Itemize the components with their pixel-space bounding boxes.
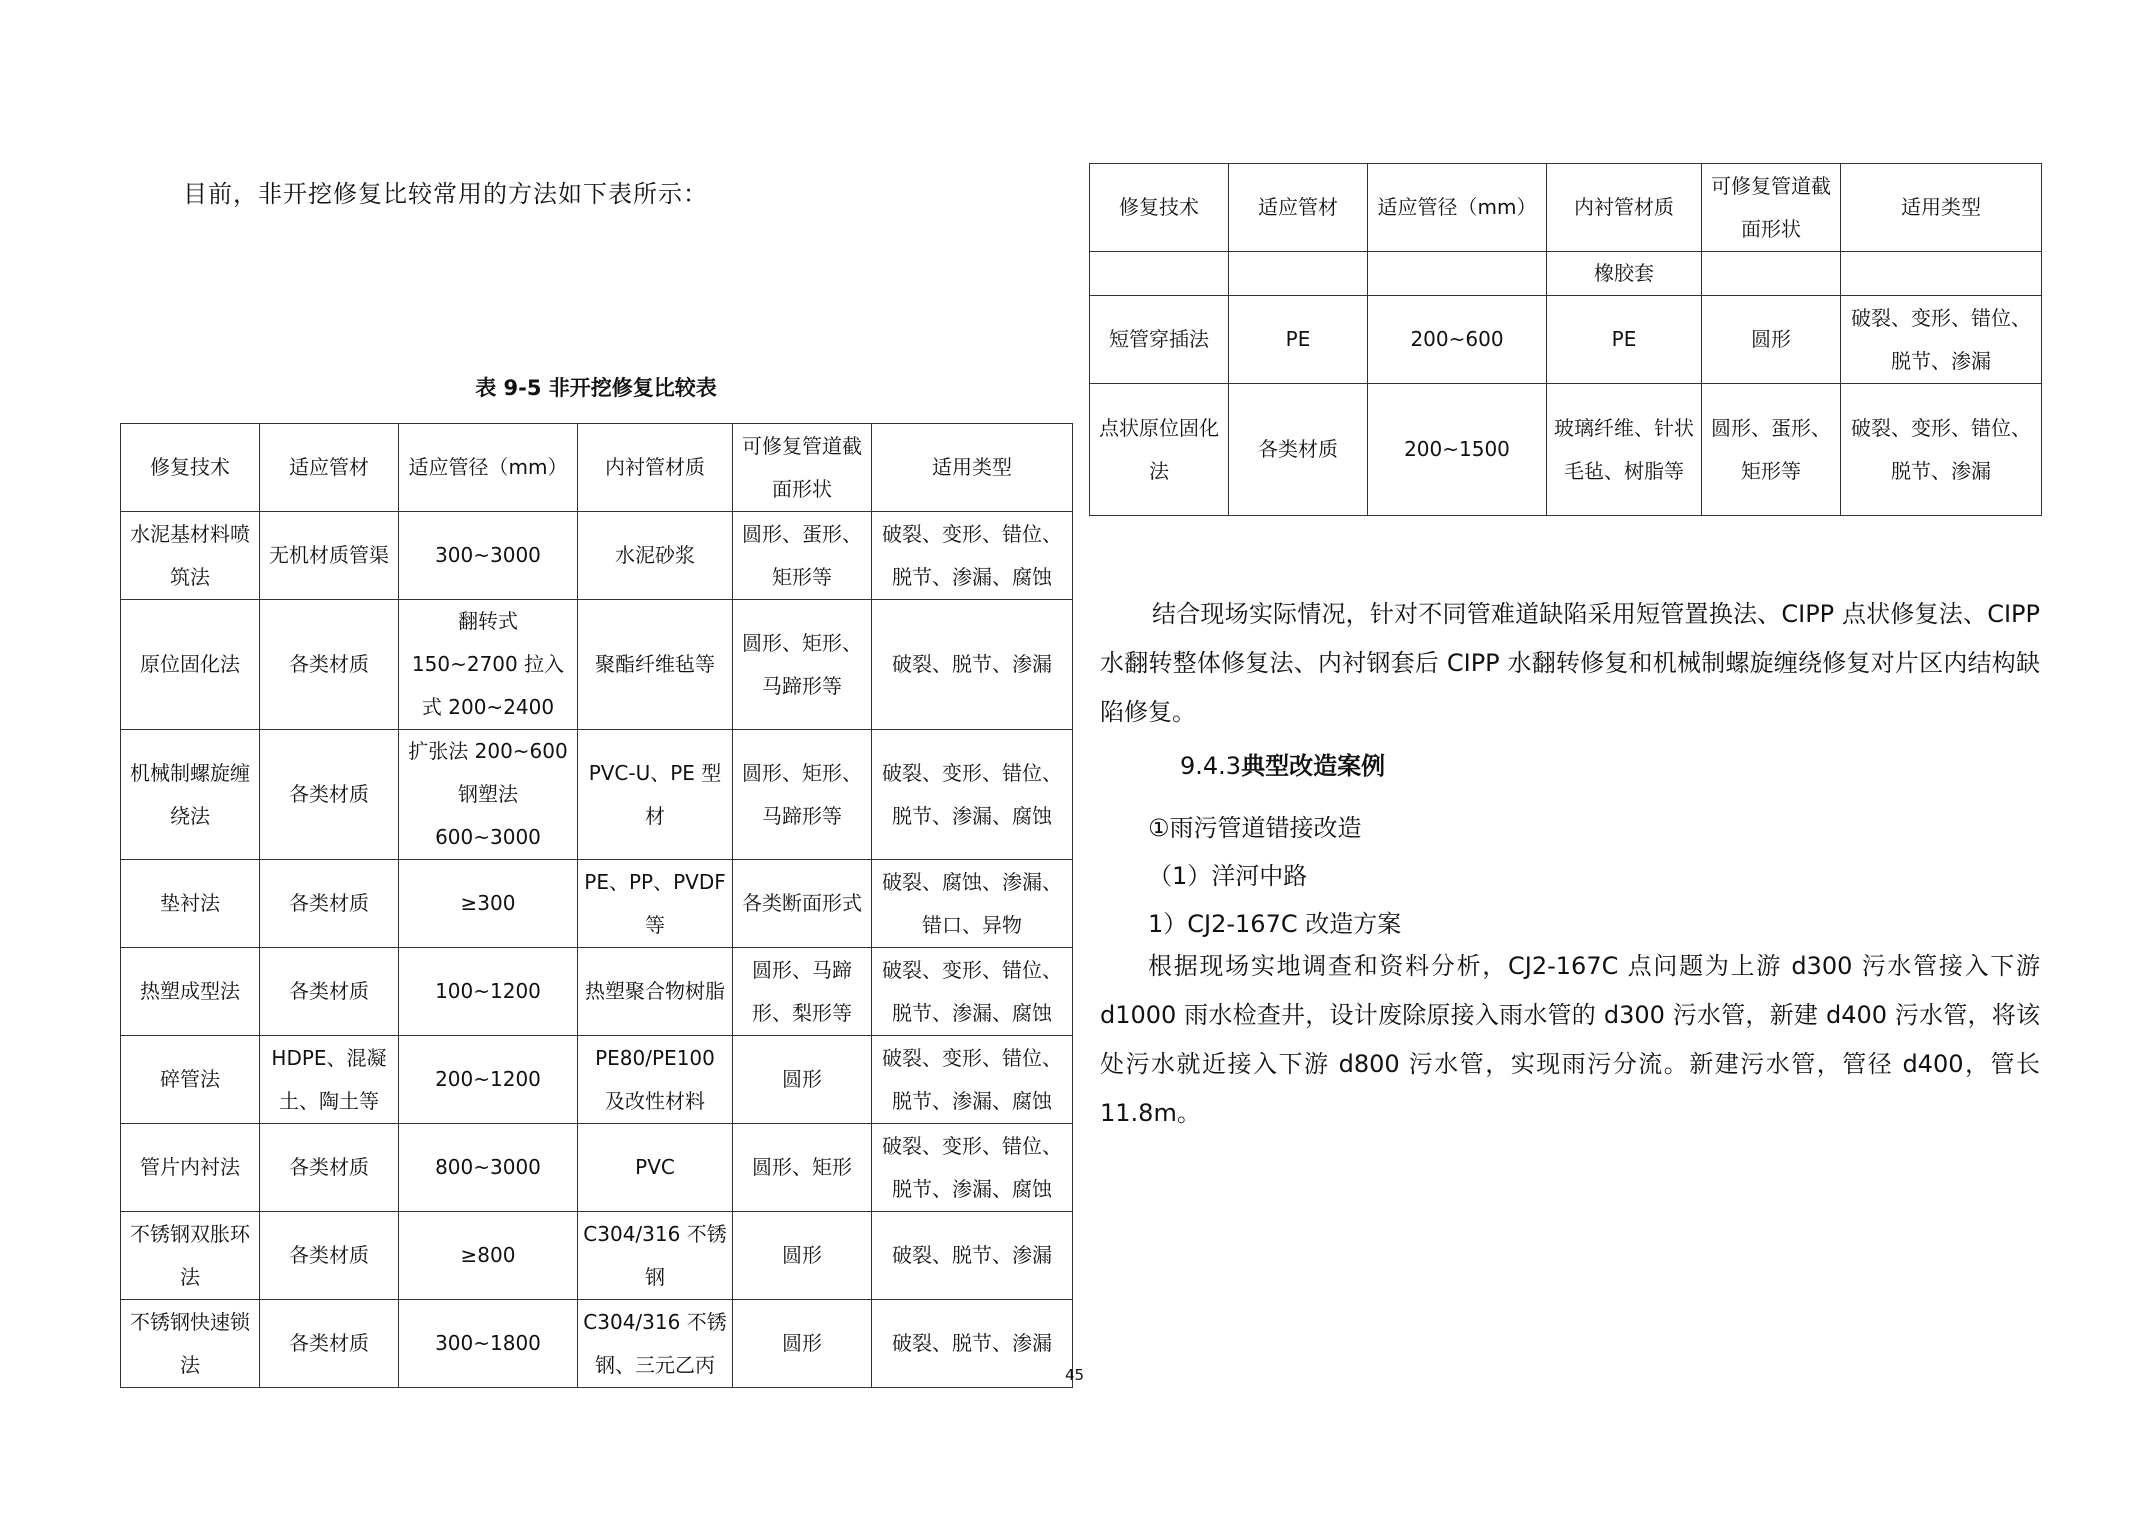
- paragraph-case-detail: 根据现场实地调查和资料分析，CJ2-167C 点问题为上游 d300 污水管接入下游 d1000 雨水检查井，设计废除原接入雨水管的 d300 污水管，新建 d400 污水管，将该处污水就近接入下游 d800 污水管，实现雨污分流。新建污水管，管径 d400，管长 11.8m。: [1100, 952, 2040, 1127]
- table-cell: 200~1500: [1368, 384, 1547, 516]
- intro-text: 目前，非开挖修复比较常用的方法如下表所示：: [183, 180, 708, 208]
- table-cell: [1702, 252, 1841, 296]
- table-cell: [1229, 252, 1368, 296]
- table-header-row: [1090, 164, 2042, 252]
- table-cell: 圆形、蛋形、矩形等: [1702, 384, 1841, 516]
- table-cell: 可修复管道截面形状: [1702, 164, 1841, 252]
- table-cell: 300~3000: [399, 512, 578, 600]
- section-number: 9.4.3: [1180, 752, 1242, 780]
- table-cell: 各类断面形式: [733, 860, 872, 948]
- table-cell: 各类材质: [260, 1124, 399, 1212]
- table-cell: 各类材质: [1229, 384, 1368, 516]
- table-cell: 翻转式 150~2700 拉入式 200~2400: [399, 600, 578, 730]
- table-cell: 破裂、变形、错位、脱节、渗漏、腐蚀: [872, 730, 1073, 860]
- table-cell: 圆形、矩形、马蹄形等: [733, 600, 872, 730]
- table-cell: C304/316 不锈钢: [578, 1212, 733, 1300]
- table-cell: 可修复管道截面形状: [733, 424, 872, 512]
- table-cell: 适应管材: [260, 424, 399, 512]
- table-cell: 适应管径（mm）: [399, 424, 578, 512]
- table-cell: 短管穿插法: [1090, 296, 1229, 384]
- table-cell: 各类材质: [260, 948, 399, 1036]
- table-cell: 破裂、变形、错位、脱节、渗漏: [1841, 384, 2042, 516]
- table-cell: 各类材质: [260, 1300, 399, 1388]
- table-cell: HDPE、混凝土、陶土等: [260, 1036, 399, 1124]
- table-cell: 圆形: [1702, 296, 1841, 384]
- table-cell: PVC-U、PE 型材: [578, 730, 733, 860]
- comparison-table-continued: [1089, 163, 2042, 516]
- table-row: [1090, 296, 2042, 384]
- table-cell: 800~3000: [399, 1124, 578, 1212]
- table-cell: PE80/PE100 及改性材料: [578, 1036, 733, 1124]
- table-cell: 不锈钢双胀环法: [121, 1212, 260, 1300]
- table-row: [121, 1036, 1073, 1124]
- table-cell: PVC: [578, 1124, 733, 1212]
- table-cell: 各类材质: [260, 860, 399, 948]
- table-row: [121, 948, 1073, 1036]
- table-cell: [1090, 252, 1229, 296]
- list-item: ①雨污管道错接改造: [1148, 814, 1362, 842]
- table-cell: PE、PP、PVDF 等: [578, 860, 733, 948]
- table-row: [121, 860, 1073, 948]
- table-cell: 橡胶套: [1547, 252, 1702, 296]
- table-cell: ≥300: [399, 860, 578, 948]
- table-cell: 修复技术: [121, 424, 260, 512]
- table-cell: 破裂、变形、错位、脱节、渗漏、腐蚀: [872, 1124, 1073, 1212]
- table-cell: 圆形、矩形、马蹄形等: [733, 730, 872, 860]
- page-number: 45: [1064, 1366, 1085, 1384]
- table-cell: 水泥砂浆: [578, 512, 733, 600]
- table-cell: 圆形: [733, 1212, 872, 1300]
- table-cell: PE: [1547, 296, 1702, 384]
- table-cell: 内衬管材质: [578, 424, 733, 512]
- table-row: [1090, 384, 2042, 516]
- list-item: （1）洋河中路: [1148, 862, 1308, 890]
- table-cell: 破裂、腐蚀、渗漏、错口、异物: [872, 860, 1073, 948]
- table-cell: 聚酯纤维毡等: [578, 600, 733, 730]
- table-cell: 适应管径（mm）: [1368, 164, 1547, 252]
- table-cell: 原位固化法: [121, 600, 260, 730]
- table-cell: PE: [1229, 296, 1368, 384]
- table-cell: 300~1800: [399, 1300, 578, 1388]
- table-cell: 适用类型: [872, 424, 1073, 512]
- table-cell: 热塑成型法: [121, 948, 260, 1036]
- table-cell: 碎管法: [121, 1036, 260, 1124]
- table-row: [1090, 252, 2042, 296]
- table-cell: 200~600: [1368, 296, 1547, 384]
- comparison-table: [120, 423, 1073, 1388]
- list-item: 1）CJ2-167C 改造方案: [1148, 910, 1402, 938]
- table-cell: 各类材质: [260, 600, 399, 730]
- table-cell: 破裂、脱节、渗漏: [872, 1212, 1073, 1300]
- table-row: [121, 1212, 1073, 1300]
- table-cell: 扩张法 200~600 钢塑法 600~3000: [399, 730, 578, 860]
- table-cell: 破裂、变形、错位、脱节、渗漏、腐蚀: [872, 1036, 1073, 1124]
- table-cell: 破裂、脱节、渗漏: [872, 1300, 1073, 1388]
- table-cell: 适应管材: [1229, 164, 1368, 252]
- table-cell: 100~1200: [399, 948, 578, 1036]
- table-cell: [1841, 252, 2042, 296]
- table-caption: 表 9-5 非开挖修复比较表: [475, 376, 717, 400]
- table-cell: 圆形、马蹄形、梨形等: [733, 948, 872, 1036]
- table-cell: 无机材质管渠: [260, 512, 399, 600]
- table-cell: 内衬管材质: [1547, 164, 1702, 252]
- table-cell: 热塑聚合物树脂: [578, 948, 733, 1036]
- table-cell: 管片内衬法: [121, 1124, 260, 1212]
- table-cell: 点状原位固化法: [1090, 384, 1229, 516]
- table-cell: 各类材质: [260, 1212, 399, 1300]
- table-cell: 圆形: [733, 1036, 872, 1124]
- table-header-row: [121, 424, 1073, 512]
- table-cell: 水泥基材料喷筑法: [121, 512, 260, 600]
- table-cell: 破裂、变形、错位、脱节、渗漏、腐蚀: [872, 512, 1073, 600]
- table-cell: C304/316 不锈钢、三元乙丙: [578, 1300, 733, 1388]
- section-heading: [1180, 746, 1385, 781]
- table-cell: 破裂、脱节、渗漏: [872, 600, 1073, 730]
- table-cell: 圆形: [733, 1300, 872, 1388]
- table-cell: 圆形、蛋形、矩形等: [733, 512, 872, 600]
- table-cell: 修复技术: [1090, 164, 1229, 252]
- table-cell: 适用类型: [1841, 164, 2042, 252]
- table-cell: [1368, 252, 1547, 296]
- table-cell: 各类材质: [260, 730, 399, 860]
- table-cell: 垫衬法: [121, 860, 260, 948]
- table-cell: 200~1200: [399, 1036, 578, 1124]
- table-cell: 机械制螺旋缠绕法: [121, 730, 260, 860]
- table-cell: ≥800: [399, 1212, 578, 1300]
- table-row: [121, 730, 1073, 860]
- table-row: [121, 600, 1073, 730]
- table-cell: 破裂、变形、错位、脱节、渗漏、腐蚀: [872, 948, 1073, 1036]
- table-cell: 破裂、变形、错位、脱节、渗漏: [1841, 296, 2042, 384]
- table-row: [121, 1124, 1073, 1212]
- table-cell: 玻璃纤维、针状毛毡、树脂等: [1547, 384, 1702, 516]
- paragraph-defect-repair: 结合现场实际情况，针对不同管难道缺陷采用短管置换法、CIPP 点状修复法、CIPP 水翻转整体修复法、内衬钢套后 CIPP 水翻转修复和机械制螺旋缠绕修复对片区内结构缺陷修复。: [1100, 600, 2040, 726]
- table-row: [121, 512, 1073, 600]
- table-cell: 不锈钢快速锁法: [121, 1300, 260, 1388]
- table-cell: 圆形、矩形: [733, 1124, 872, 1212]
- section-title: 典型改造案例: [1241, 752, 1386, 780]
